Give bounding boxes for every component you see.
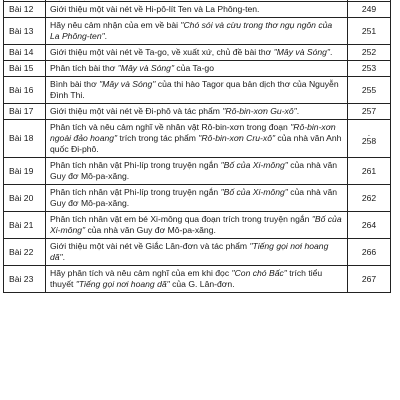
lesson-title <box>46 239 348 266</box>
quoted-work-title: "Rô-bin-xơn ngoài đảo hoang" <box>50 122 336 143</box>
title-text: Phân tích và nêu cảm nghĩ về nhân vật Rô-bin-xơn trong đoạn <box>50 122 291 132</box>
title-text: của G. Lân-đơn. <box>169 279 235 289</box>
title-text: . <box>296 106 300 116</box>
title-text: của nhà văn Anh quốc Đi-phô. <box>50 133 342 154</box>
page-number <box>348 77 391 104</box>
table-row <box>4 239 391 266</box>
title-text: Giới thiệu một vài nét về Giắc Lân-đơn và tác phẩm <box>50 241 250 251</box>
lesson-number: Bài 16 <box>4 77 46 104</box>
page-number <box>348 158 391 185</box>
lesson-number: Bài 17 <box>4 104 46 120</box>
lesson-title <box>46 61 348 77</box>
lesson-title <box>46 266 348 293</box>
page-number <box>348 120 391 158</box>
page-number <box>348 185 391 212</box>
title-text <box>49 0 102 1</box>
table-row <box>4 2 391 18</box>
quoted-work-title: "Rô-bin-xơn Gu-xô" <box>222 106 297 116</box>
lesson-title <box>46 212 348 239</box>
title-text: . <box>329 47 333 57</box>
title-text: của Ta-go <box>174 63 214 73</box>
page-number-text: 252 <box>361 47 377 57</box>
quoted-work-title: "Rô-bin-xơn Cru-xô" <box>198 133 276 143</box>
quoted-work-title: "Mây và Sóng" <box>273 47 330 57</box>
quoted-work-title: "Chó sói và cừu trong thơ ngụ ngôn của La Phông-ten" <box>50 20 333 41</box>
page-mark: . <box>367 128 371 138</box>
quoted-work-title: "Bố của Xi-mông" <box>220 160 288 170</box>
page-number-text: 266 <box>361 246 377 257</box>
table-row <box>4 77 391 104</box>
page-number-text: 257 <box>361 106 377 116</box>
lesson-number: Bài 15 <box>4 61 46 77</box>
table-row <box>4 45 391 61</box>
lesson-number: Bài 12 <box>4 2 46 18</box>
page-number-text: 251 <box>361 25 377 36</box>
table-row <box>4 104 391 120</box>
page-number <box>348 212 391 239</box>
title-text: Giới thiệu một vài nét về Ta-go, về xuất xứ, chủ đề bài thơ <box>50 47 274 57</box>
title-text: . <box>62 252 66 262</box>
title-text: trích tiểu thuyết <box>50 268 323 289</box>
lesson-title <box>46 18 348 45</box>
title-text: Hãy phân tích và nêu cảm nghĩ của em khi đọc <box>50 268 232 278</box>
page-number <box>348 18 391 45</box>
page-number <box>348 2 391 18</box>
lesson-number: Bài 18 <box>4 120 46 158</box>
title-text: của nhà văn Guy đơ Mô-pa-xăng. <box>50 187 338 208</box>
table-row <box>4 266 391 293</box>
lesson-title <box>46 45 348 61</box>
quoted-work-title: "Bố của Xi-mông" <box>220 187 288 197</box>
title-text: Phân tích nhân vật Phi-líp trong truyện ngắn <box>50 187 221 197</box>
table-of-contents <box>3 0 391 293</box>
title-text: của nhà văn Guy đơ Mô-pa-xăng. <box>50 160 338 181</box>
table-row <box>4 158 391 185</box>
title-text: Bình bài thơ <box>50 79 100 89</box>
quoted-work-title: "Tiếng gọi nơi hoang dã" <box>75 279 170 289</box>
title-text: . <box>104 31 108 41</box>
title-text: của nhà văn Guy đơ Mô-pa-xăng. <box>85 225 216 235</box>
title-text: Giới thiệu một vài nét về Hi-pô-lít Ten và La Phông-ten. <box>50 4 260 14</box>
page-number-text: 262 <box>361 192 377 203</box>
title-text: trích trong tác phẩm <box>117 133 199 143</box>
lesson-number: Bài 23 <box>4 266 46 293</box>
lesson-number: Bài 21 <box>4 212 46 239</box>
page-number-text: 249 <box>361 4 377 14</box>
lesson-title <box>46 2 348 18</box>
lesson-number: Bài 19 <box>4 158 46 185</box>
page-number-text: 267 <box>361 273 377 284</box>
quoted-work-title: "Mây và Sóng" <box>99 79 156 89</box>
title-text: Phân tích nhân vật em bé Xi-mông qua đoạn trích trong truyện ngắn <box>50 214 312 224</box>
title-text: của thi hào Tagor qua bản dịch thơ của Nguyễn Đình Thi. <box>50 79 339 100</box>
lesson-title <box>46 120 348 158</box>
page-number-text: 255 <box>361 84 377 95</box>
page-number-text: 264 <box>361 219 377 230</box>
toc-body <box>4 0 391 293</box>
lesson-title <box>46 158 348 185</box>
page-number <box>348 104 391 120</box>
page-number-text: 258 <box>361 136 377 146</box>
table-row <box>4 120 391 158</box>
quoted-work-title: "Tiếng gọi nơi hoang dã" <box>50 241 329 262</box>
lesson-number: Bài 14 <box>4 45 46 61</box>
lesson-number: Bài 20 <box>4 185 46 212</box>
page-number <box>348 239 391 266</box>
page-number <box>348 266 391 293</box>
lesson-title <box>46 104 348 120</box>
title-text: Phân tích bài thơ <box>50 63 118 73</box>
quoted-work-title: "Mây và Sóng" <box>117 63 175 73</box>
lesson-title <box>46 185 348 212</box>
title-text: Phân tích nhân vật Phi-líp trong truyện ngắn <box>50 160 221 170</box>
page-number <box>348 61 391 77</box>
table-row <box>4 212 391 239</box>
quoted-work-title: "Bố của Xi-mông" <box>50 214 342 235</box>
title-text: Giới thiệu một vài nét về Đi-phô và tác phẩm <box>50 106 223 116</box>
lesson-number: Bài 13 <box>4 18 46 45</box>
table-row <box>4 185 391 212</box>
table-row <box>4 61 391 77</box>
page-number-text: 253 <box>361 63 377 73</box>
quoted-work-title: "Con chó Bấc" <box>231 268 287 278</box>
page-number <box>348 45 391 61</box>
lesson-title <box>46 77 348 104</box>
page-number-text: 261 <box>361 165 377 176</box>
title-text: Hãy nêu cảm nhận của em về bài <box>50 20 181 30</box>
table-row <box>4 18 391 45</box>
lesson-number: Bài 22 <box>4 239 46 266</box>
